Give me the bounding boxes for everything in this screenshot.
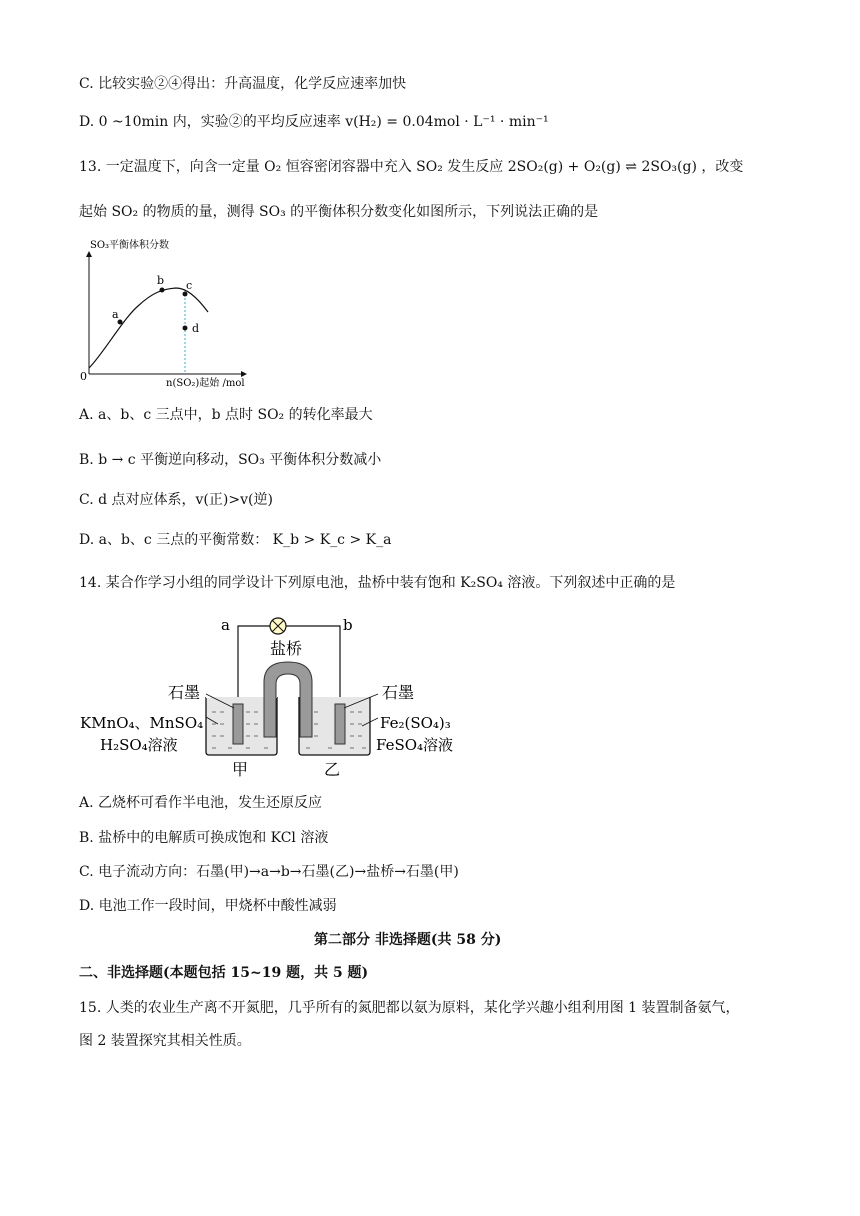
- q13-option-a: A. a、b、c 三点中，b 点时 SO₂ 的转化率最大: [79, 407, 373, 423]
- label-d: d: [192, 322, 200, 335]
- label-c: c: [186, 279, 193, 292]
- salt-bridge: [264, 662, 312, 737]
- q13-option-b: B. b → c 平衡逆向移动，SO₃ 平衡体积分数减小: [79, 452, 382, 468]
- graph-xlabel: n(SO₂)起始 /mol: [166, 378, 245, 389]
- q14-option-b: B. 盐桥中的电解质可换成饱和 KCl 溶液: [79, 830, 329, 846]
- wire-left: [238, 626, 270, 645]
- q14-option-d: D. 电池工作一段时间，甲烧杯中酸性减弱: [79, 898, 337, 914]
- label-beaker-jia: 甲: [232, 760, 249, 779]
- q12-option-d: D. 0 ~10min 内，实验②的平均反应速率 v(H₂) = 0.04mol · L⁻¹ · min⁻¹: [79, 114, 549, 130]
- q14-option-a: A. 乙烧杯可看作半电池，发生还原反应: [79, 795, 323, 811]
- label-left-solution-1: KMnO₄、MnSO₄: [80, 714, 204, 732]
- label-graphite-left: 石墨: [168, 683, 201, 702]
- q14-stem: 14. 某合作学习小组的同学设计下列原电池，盐桥中装有饱和 K₂SO₄ 溶液。下列叙述中正确的是: [79, 575, 676, 591]
- graph-ylabel: SO₃平衡体积分数: [90, 240, 170, 251]
- label-graphite-right: 石墨: [382, 683, 415, 702]
- left-graphite-electrode: [233, 704, 243, 744]
- q14-cell-diagram: [78, 612, 468, 782]
- point-c: [183, 292, 188, 297]
- q15-line2: 图 2 装置探究其相关性质。: [79, 1033, 251, 1049]
- q15-line1: 15. 人类的农业生产离不开氮肥，几乎所有的氮肥都以氨为原料，某化学兴趣小组利用图 1 装置制备氨气，: [79, 1000, 740, 1016]
- label-beaker-yi: 乙: [324, 760, 341, 779]
- q13-stem-line1: 13. 一定温度下，向含一定量 O₂ 恒容密闭容器中充入 SO₂ 发生反应 2SO₂(g) + O₂(g) ⇌ 2SO₃(g) ，改变: [79, 159, 744, 175]
- label-a: a: [112, 308, 119, 321]
- label-left-solution-2: H₂SO₄溶液: [100, 736, 178, 754]
- q14-cell-svg: [78, 612, 468, 782]
- point-d: [183, 326, 188, 331]
- label-right-solution-1: Fe₂(SO₄)₃: [380, 714, 451, 732]
- label-salt-bridge: 盐桥: [270, 639, 303, 658]
- part2-title: 第二部分 非选择题(共 58 分): [314, 932, 502, 948]
- q13-option-d: D. a、b、c 三点的平衡常数： K_b > K_c > K_a: [79, 532, 392, 548]
- graph-origin: 0: [80, 370, 87, 383]
- equilibrium-curve: [89, 288, 208, 368]
- q13-stem-line2: 起始 SO₂ 的物质的量，测得 SO₃ 的平衡体积分数变化如图所示，下列说法正确的是: [79, 204, 599, 220]
- q12-option-c: C. 比较实验②④得出：升高温度，化学反应速率加快: [79, 76, 407, 92]
- label-right-solution-2: FeSO₄溶液: [376, 736, 454, 754]
- label-wire-b: b: [343, 616, 353, 634]
- section-title: 二、非选择题(本题包括 15~19 题，共 5 题): [79, 965, 369, 981]
- point-b: [160, 288, 165, 293]
- q13-graph: [78, 234, 258, 394]
- q13-option-c: C. d 点对应体系，v(正)>v(逆): [79, 492, 273, 508]
- label-wire-a: a: [221, 616, 230, 634]
- q14-option-c: C. 电子流动方向：石墨(甲)→a→b→石墨(乙)→盐桥→石墨(甲): [79, 864, 459, 880]
- q13-graph-svg: [78, 234, 258, 394]
- right-graphite-electrode: [335, 704, 345, 744]
- label-b: b: [157, 274, 165, 287]
